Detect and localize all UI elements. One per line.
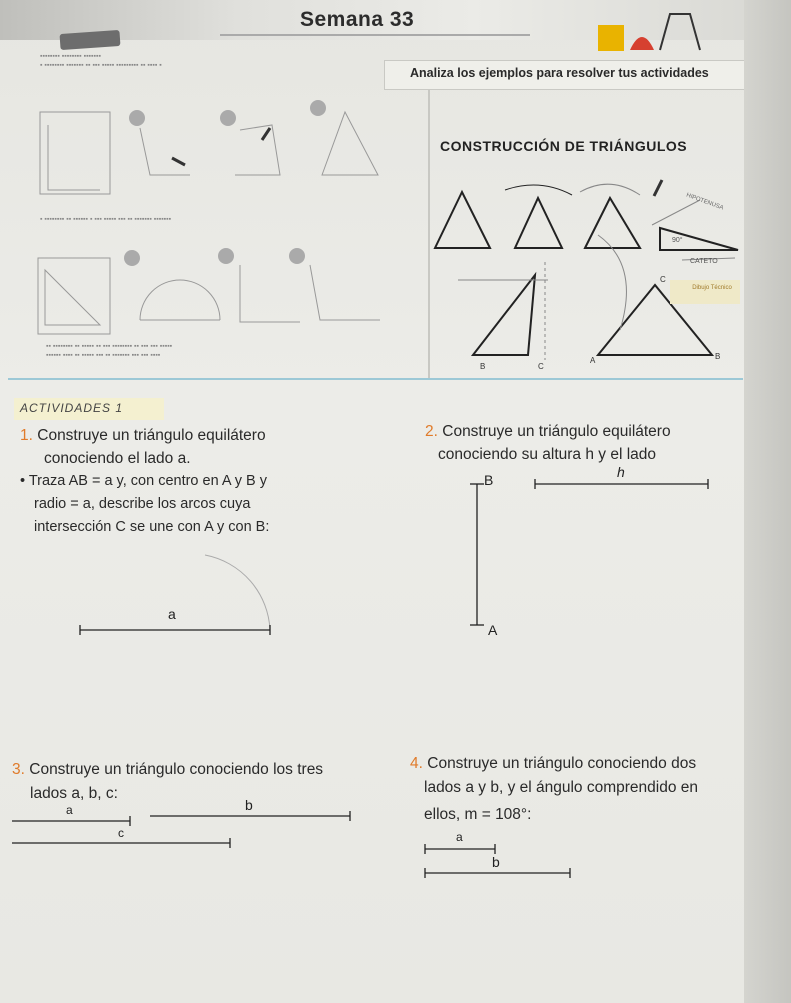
q4-line3: ellos, m = 108°: [424,806,532,823]
label-90: 90° [672,237,683,244]
q1-line5: intersección C se une con A y con B: [34,519,270,535]
q2-label-h: h [617,464,625,480]
q1-line3: • Traza AB = a y, con centro en A y B y [20,473,268,489]
fig-point-b-right: B [715,352,721,361]
q2-label-b: B [484,472,494,488]
section-heading: CONSTRUCCIÓN DE TRIÁNGULOS [440,138,688,154]
q3-label-a: a [66,803,73,817]
week-title: Semana 33 [300,8,415,31]
faint-text-2: ▪ ▪▪▪▪▪▪▪▪ ▪▪ ▪▪▪▪▪▪ ▪ ▪▪▪ ▪▪▪▪▪ ▪▪▪ ▪▪ ▪▪▪▪▪▪▪ ▪▪▪▪▪▪▪ [40,216,172,223]
q4-line2: lados a y b, y el ángulo comprendido en [424,779,699,796]
q2-label-a: A [488,622,498,638]
q3-number: 3. [12,761,25,778]
q3-label-b: b [245,797,253,813]
q2-line1-text: Construye un triángulo equilátero [442,423,671,440]
label-cateto: CATETO [690,258,718,265]
q3-line1-text: Construye un triángulo conociendo los tres [29,761,324,778]
q1-line4: radio = a, describe los arcos cuya [34,496,251,512]
q2-line2: conociendo su altura h y el lado [438,446,657,463]
page-edge-shadow [744,0,791,1003]
q4-line1-text: Construye un triángulo conociendo dos [427,755,697,772]
fig-point-b-left: B [480,362,486,371]
fig-point-a-right: A [590,356,596,365]
q1-segment-label-a: a [168,606,176,622]
label-dibujo-tecnico: Dibujo Técnico [692,285,732,291]
faint-text-1: ▪▪▪▪▪▪▪▪ ▪▪▪▪▪▪▪▪ ▪▪▪▪▪▪▪ ▪ ▪▪▪▪▪▪▪▪ ▪▪▪▪▪▪▪ ▪▪ ▪▪▪ ▪▪▪▪▪ ▪▪▪▪▪▪▪▪▪ ▪▪ ▪▪▪▪ ▪ [40,53,162,69]
faint-text-3: ▪▪ ▪▪▪▪▪▪▪▪ ▪▪ ▪▪▪▪▪ ▪▪ ▪▪▪ ▪▪▪▪▪▪▪▪ ▪▪ ▪▪▪ ▪▪▪ ▪▪▪▪▪ ▪▪▪▪▪▪ ▪▪▪▪ ▪▪ ▪▪▪▪▪ ▪▪▪ ▪▪ ▪▪▪▪▪▪▪ ▪▪▪ ▪▪▪ ▪▪▪▪ [46,343,173,359]
q3-label-c: c [118,826,124,840]
fig-point-c-right: C [660,275,666,284]
q4-number: 4. [410,755,423,772]
label-hipotenusa: HIPOTENUSA [685,192,725,212]
q4-label-a: a [456,830,463,844]
examples-heading: Analiza los ejemplos para resolver tus actividades [410,66,709,80]
q4-label-b: b [492,854,500,870]
fig-point-c-left: C [538,362,544,371]
q1-number: 1. [20,427,33,444]
activities-label: ACTIVIDADES 1 [20,401,124,415]
q1-line1-text: Construye un triángulo equilátero [37,427,266,444]
q3-line2: lados a, b, c: [30,785,118,802]
q2-number: 2. [425,423,438,440]
q1-line2: conociendo el lado a. [44,450,191,467]
